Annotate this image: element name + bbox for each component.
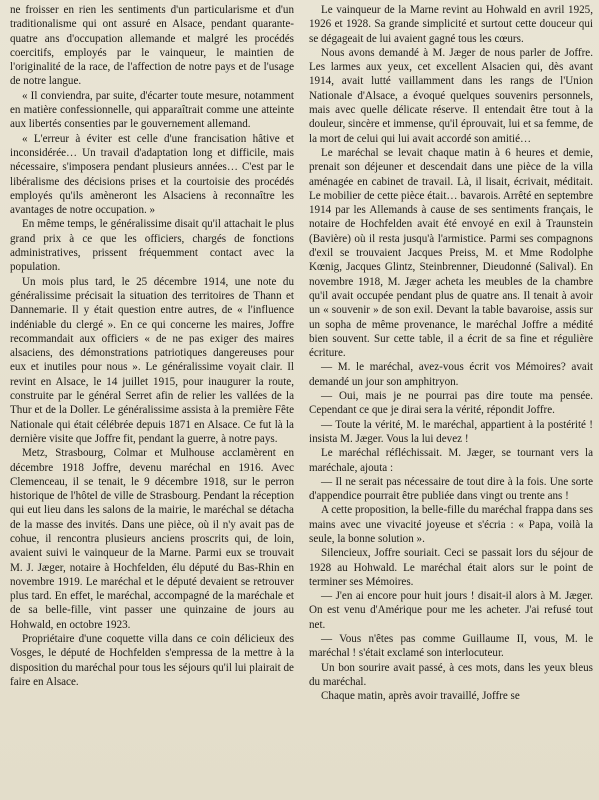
paragraph: Le vainqueur de la Marne revint au Hohwald en avril 1925, 1926 et 1928. Sa grande simplicité et surtout cette douceur qui se dégageait de lui avaient gagné tous les cœurs. — [309, 4, 593, 45]
paragraph: ne froisser en rien les sentiments d'un particularisme et d'un traditionalisme qui ont assuré en Alsace, pendant quarante-quatre ans d'occupation allemande et malgré les procédés coercitifs, employés par le vainqueur, le maintien de l'originalité de la race, de l'affection de notre pays et de l'usage de notre langue. — [10, 4, 294, 88]
paragraph: Nous avons demandé à M. Jæger de nous parler de Joffre. Les larmes aux yeux, cet excellent Alsacien qui, dès avant 1914, avait lutté vaillamment dans les rangs de l'Union Nationale d'Alsace, a évoqué quelques souvenirs personnels, mais avec quelle délicate réserve. Il entendait être tout à la douleur, sincère et immense, qu'il éprouvait, lui et sa femme, de la mort de celui qui lui avait accordé son amitié… — [309, 46, 593, 145]
paragraph: — Oui, mais je ne pourrai pas dire toute ma pensée. Cependant ce que je dirai sera la vérité, répondit Joffre. — [309, 390, 593, 417]
left-column — [10, 3, 294, 800]
paragraph: Chaque matin, après avoir travaillé, Joffre se — [321, 690, 520, 703]
paragraph: Propriétaire d'une coquette villa dans ce coin délicieux des Vosges, le député de Hochfelden s'empressa de la mettre à la disposition du maréchal pour tous les séjours qu'il lui plairait de faire en Alsace. — [10, 633, 294, 688]
paragraph: « L'erreur à éviter est celle d'une francisation hâtive et inconsidérée… Un travail d'adaptation long et difficile, mais nécessaire, s'imposera pendant plusieurs années… C'est par le libéralisme des décisions prises et la courtoisie des procédés employés qu'ils amèneront les Alsaciens à reconnaître les avantages de notre occupation. » — [10, 132, 294, 217]
paragraph: Un bon sourire avait passé, à ces mots, dans les yeux bleus du maréchal. — [309, 661, 593, 688]
paragraph: — Vous n'êtes pas comme Guillaume II, vous, M. le maréchal ! s'était exclamé son interlocuteur. — [309, 633, 593, 660]
paragraph: — Toute la vérité, M. le maréchal, appartient à la postérité ! insista M. Jæger. Vous la lui devez ! — [309, 418, 593, 445]
paragraph: Le maréchal réfléchissait. M. Jæger, se tournant vers la maréchale, ajouta : — [309, 447, 593, 474]
paragraph: A cette proposition, la belle-fille du maréchal frappa dans ses mains avec une vivacité joyeuse et s'écria : « Papa, voilà la seule, la bonne solution ». — [309, 504, 593, 545]
paragraph: — M. le maréchal, avez-vous écrit vos Mémoires? avait demandé un jour son amphitryon. — [309, 361, 593, 388]
paragraph: Metz, Strasbourg, Colmar et Mulhouse acclamèrent en décembre 1918 Joffre, devenu maréchal en 1916. Avec Clemenceau, il se tenait, le 9 décembre 1918, sur le perron historique de l'hôtel de ville de Strasbourg. Pendant la réception qui eut lieu dans les salons de la mairie, le maréchal se détacha de la masse des invités. Dans une pièce, où il n'y avait pas de cohue, il rencontra plusieurs anciens proscrits qui, de loin, avaient suivi le vainqueur de la Marne. Parmi eux se trouvait M. J. Jæger, notaire à Hochfelden, élu député du Bas-Rhin en novembre 1919. Le maréchal et le député devaient se retrouver plus tard. En effet, le maréchal, accompagné de la maréchale et de sa belle-fille, vint passer une quinzaine de jours au Hohwald, en octobre 1923. — [10, 447, 294, 631]
paragraph: Silencieux, Joffre souriait. Ceci se passait lors du séjour de 1928 au Hohwald. Le maréchal était alors sur le point de terminer ses Mémoires. — [309, 547, 593, 588]
paragraph: « Il conviendra, par suite, d'écarter toute mesure, notamment en matière confessionnelle, qui apparaîtrait comme une atteinte aux libertés consenties par le gouvernement allemand. — [10, 89, 294, 131]
paragraph: Le maréchal se levait chaque matin à 6 heures et demie, prenait son déjeuner et descendait dans une pièce de la villa aménagée en cabinet de travail. Là, il lisait, écrivait, méditait. Le mobilier de cette pièce était… bavarois. Arrêté en septembre 1914 par les Allemands à cause de ses sentiments français, le notaire de Hochfelden avait été envoyé en exil à Traunstein (Bavière) où il resta jusqu'à l'armistice. Parmi ses compagnons d'exil se trouvaient Jacques Preiss, M. et Mme Rodolphe Kœnig, Jacques Glintz, Steinbrenner, Dieudonné (Salival). En novembre 1918, M. Jæger acheta les meubles de la chambre qu'il avait occupée pendant plus de quatre ans. Il tenait à avoir un « souvenir » de son exil. Devant la table bavaroise, assis sur un sopha de même provenance, le maréchal Joffre a médité bien souvent. Sur cette table, il a écrit de sa fine et régulière écriture. — [309, 146, 593, 360]
paragraph: — Il ne serait pas nécessaire de tout dire à la fois. Une sorte d'appendice pourrait être publiée dans vingt ou trente ans ! — [309, 475, 593, 503]
paragraph: Un mois plus tard, le 25 décembre 1914, une note du généralissime précisait la situation des territoires de Thann et Dannemarie. Il y était question entre autres, de « l'influence indéniable du clergé ». En ce qui concerne les maires, Joffre recommandait aux officiers « de ne pas exiger des maires alsaciens, des démonstrations patriotiques dangereuses pour eux et inutiles pour nous ». Le généralissime voyait clair. Il revint en Alsace, le 14 juillet 1915, pour inaugurer la route, construite par le général Serret afin de relier les vallées de la Thur et de la Doller. Le généralissime assista à la première Fête Nationale qui était célébrée depuis 1871 en Alsace. Ce fut là la dernière visite que Joffre fit, pendant la guerre, à notre pays. — [10, 275, 294, 445]
paragraph: — J'en ai encore pour huit jours ! disait-il alors à M. Jæger. On est venu d'Amérique pour me les acheter. J'ai refusé tout net. — [309, 590, 593, 631]
paragraph: En même temps, le généralissime disait qu'il attachait le plus grand prix à ce que les officiers, chargés de fonctions administratives, prissent fréquemment contact avec la population. — [10, 218, 294, 274]
text-columns — [10, 3, 593, 800]
right-column — [309, 3, 593, 800]
